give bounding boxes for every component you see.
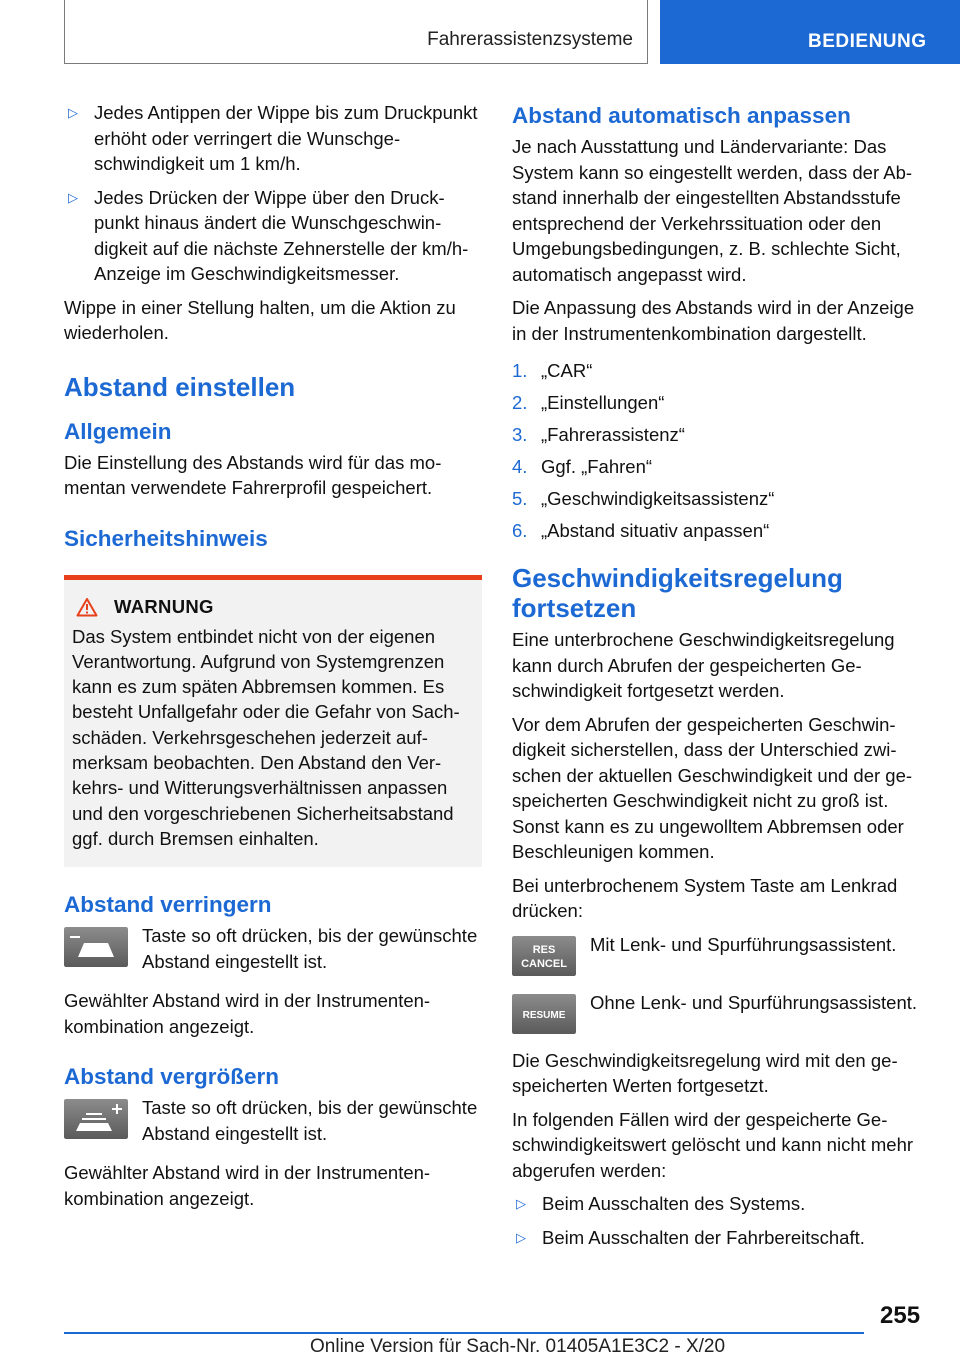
heading-allgemein: Allgemein	[64, 418, 172, 444]
list-item-text: Jedes Antippen der Wippe bis zum Druckpunkt erhöht oder verringert die Wunschgeschwindigkeit um 1 km/h.	[94, 102, 478, 174]
header-chapter-title: BEDIENUNG	[808, 31, 927, 52]
increase-note: Gewählter Abstand wird in der Instrumentenkombination angezeigt.	[64, 1162, 431, 1209]
resume-text: Ohne Lenk- und Spurführungsassistent.	[590, 991, 918, 1013]
continue-paragraph-4: Die Geschwindigkeitsregelung wird mit den gespeicherten Werten fortgesetzt.	[512, 1049, 898, 1096]
bullet-triangle-icon: ▷	[516, 1196, 526, 1211]
auto-paragraph-1: Je nach Ausstattung und Ländervariante: Das System kann so eingestellt werden, dass der Abstand innerhalb der eingestellten Abstandsstufe entsprechend der Verkehrssituation oder den Umgebungsbedingungen, z. B. schlechte Sicht, automatisch angepasst wird.	[512, 136, 913, 285]
list-item	[64, 100, 482, 177]
list-item	[512, 1191, 928, 1217]
warning-triangle-icon	[76, 597, 98, 617]
warning-box	[64, 575, 482, 868]
bullet-triangle-icon: ▷	[68, 189, 78, 205]
warning-label: WARNUNG	[114, 595, 214, 617]
heading-abstand-einstellen: Abstand einstellen	[64, 371, 296, 402]
general-paragraph: Die Einstellung des Abstands wird für das momentan verwendete Fahrerprofil gespeichert.	[64, 451, 442, 498]
heading-abstand-automatisch: Abstand automatisch anpassen	[512, 103, 851, 128]
res-cancel-icon-line-2: CANCEL	[521, 957, 567, 970]
hold-paragraph: Wippe in einer Stellung halten, um die Aktion zu wiederholen.	[64, 296, 456, 343]
reduce-note: Gewählter Abstand wird in der Instrumentenkombination angezeigt.	[64, 990, 431, 1037]
step-number: 2.	[512, 392, 528, 413]
footer-version-text: Online Version für Sach-Nr. 01405A1E3C2 - X/20	[310, 1336, 726, 1357]
res-cancel-row	[512, 932, 928, 976]
bullet-triangle-icon: ▷	[516, 1229, 526, 1245]
resume-icon-label: RESUME	[522, 1009, 566, 1021]
step-text: „Geschwindigkeitsassistenz“	[541, 488, 775, 509]
res-cancel-button-icon	[512, 936, 576, 976]
reduce-text: Taste so oft drücken, bis der gewünschte Abstand eingestellt ist.	[142, 925, 478, 972]
step-text: Ggf. „Fahren“	[541, 456, 653, 477]
header-section-title: Fahrerassistenzsysteme	[427, 29, 633, 50]
step-text: „CAR“	[541, 360, 593, 381]
heading-geschwindigkeitsregelung-fortsetzen: Geschwindigkeitsregelung fortsetzen	[512, 563, 843, 623]
bullet-triangle-icon: ▷	[68, 105, 78, 120]
header-section-box	[64, 0, 648, 64]
list-item	[512, 358, 928, 383]
increase-text: Taste so oft drücken, bis der gewünschte Abstand eingestellt ist.	[142, 1097, 478, 1144]
list-item-text: Beim Ausschalten der Fahrbereitschaft.	[542, 1226, 865, 1248]
step-number: 5.	[512, 488, 528, 509]
continue-paragraph-1: Eine unterbrochene Geschwindigkeitsregelung kann durch Abrufen der gespeicherten Geschwindigkeit fortgesetzt werden.	[512, 629, 895, 701]
distance-reduce-icon	[64, 927, 128, 967]
heading-abstand-vergroessern: Abstand vergrößern	[64, 1064, 280, 1090]
list-item	[512, 518, 928, 543]
list-item	[512, 422, 928, 447]
list-item-text: Jedes Drücken der Wippe über den Druckpunkt hinaus ändert die Wunschgeschwindigkeit auf die nächste Zehnerstelle der km/h-Anzeige im Geschwindigkeitsmesser.	[94, 186, 469, 284]
continue-paragraph-3: Bei unterbrochenem System Taste am Lenkrad drücken:	[512, 874, 898, 921]
resume-row	[512, 990, 928, 1034]
res-cancel-icon-line-1: RES	[532, 943, 556, 956]
increase-distance-row	[64, 1095, 482, 1146]
res-cancel-text: Mit Lenk- und Spurführungsassistent.	[590, 933, 897, 955]
list-item-text: Beim Ausschalten des Systems.	[542, 1193, 806, 1214]
list-item	[64, 185, 482, 287]
auto-paragraph-2: Die Anpassung des Abstands wird in der Anzeige in der Instrumentenkombination dargestellt.	[512, 297, 915, 344]
step-text: „Einstellungen“	[541, 392, 665, 413]
step-number: 3.	[512, 424, 528, 445]
distance-increase-icon	[64, 1099, 128, 1139]
list-item	[512, 454, 928, 479]
resume-button-icon	[512, 994, 576, 1034]
page-number: 255	[880, 1302, 921, 1329]
heading-abstand-verringern: Abstand verringern	[64, 892, 272, 918]
step-number: 1.	[512, 360, 528, 381]
right-column	[512, 100, 928, 1258]
continue-paragraph-5: In folgenden Fällen wird der gespeicherte Geschwindigkeitswert gelöscht und kann nicht mehr abgerufen werden:	[512, 1108, 914, 1181]
list-item	[512, 390, 928, 415]
left-column	[64, 100, 482, 1219]
warning-title	[72, 596, 472, 618]
step-text: „Abstand situativ anpassen“	[541, 520, 770, 541]
header-chapter-tab	[660, 0, 960, 64]
reduce-distance-row	[64, 923, 482, 974]
warning-text: Das System entbindet nicht von der eigenen Verantwortung. Aufgrund von Systemgrenzen kann es zum späten Abbremsen kommen. Es besteht Unfallgefahr oder die Gefahr von Sachschäden. Verkehrsgeschehen jederzeit aufmerksam beobachten. Den Abstand den Verkehrs- und Witterungsverhältnissen anpassen und den vorgeschriebenen Sicherheitsabstand ggf. durch Bremsen einhalten.	[72, 625, 460, 849]
list-item	[512, 1225, 928, 1251]
step-number: 4.	[512, 456, 528, 477]
footer-divider	[64, 1332, 864, 1334]
continue-paragraph-2: Vor dem Abrufen der gespeicherten Geschwindigkeit sicherstellen, dass der Unterschied zwischen der aktuellen Geschwindigkeit und der gespeicherten Geschwindigkeit nicht zu groß ist. Sonst kann es zu ungewolltem Abbremsen oder Beschleunigen kommen.	[512, 713, 913, 862]
step-text: „Fahrerassistenz“	[541, 424, 685, 445]
heading-sicherheitshinweis: Sicherheitshinweis	[64, 525, 268, 551]
step-number: 6.	[512, 520, 528, 541]
list-item	[512, 486, 928, 511]
